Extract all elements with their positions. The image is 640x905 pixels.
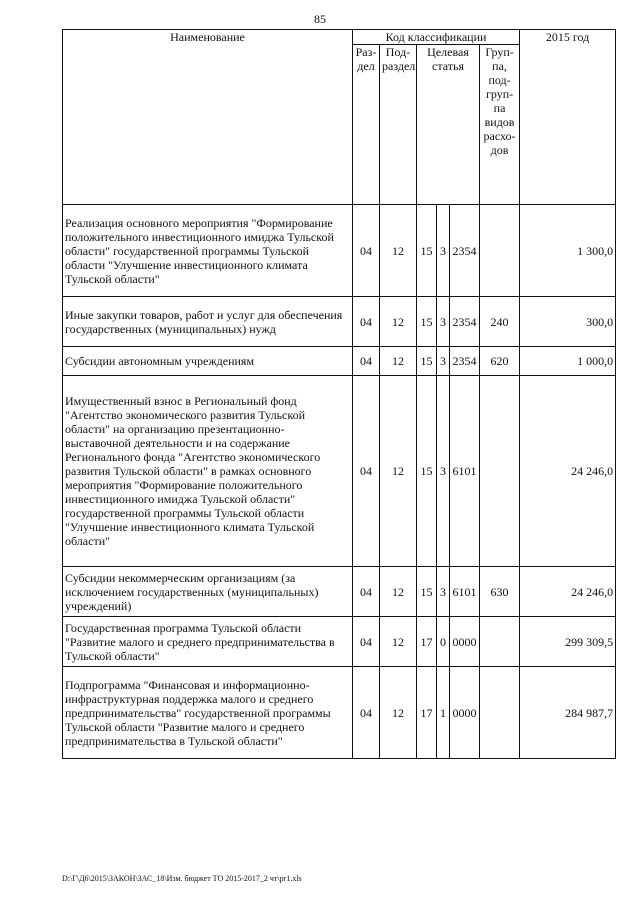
row-subsection: 12 bbox=[380, 376, 417, 567]
row-target-part1: 15 bbox=[417, 205, 437, 297]
budget-table bbox=[62, 29, 616, 759]
row-amount: 299 309,5 bbox=[520, 617, 616, 667]
row-section: 04 bbox=[353, 376, 380, 567]
row-amount: 284 987,7 bbox=[520, 667, 616, 759]
row-target-part1: 15 bbox=[417, 297, 437, 347]
row-name: Субсидии некоммерческим организациям (за исключением государственных (муниципальных) учреждений) bbox=[63, 567, 353, 617]
row-subsection: 12 bbox=[380, 297, 417, 347]
row-target-part3: 2354 bbox=[450, 297, 480, 347]
header-row-top bbox=[63, 30, 616, 45]
row-expense-group bbox=[480, 376, 520, 567]
row-target-part1: 15 bbox=[417, 376, 437, 567]
row-expense-group: 630 bbox=[480, 567, 520, 617]
col-subsection-header: Под- раздел bbox=[380, 45, 417, 205]
row-subsection: 12 bbox=[380, 567, 417, 617]
row-name: Подпрограмма "Финансовая и информационно-инфраструктурная поддержка малого и среднего предпринимательства" государственной программы Тульской области "Развитие малого и среднего предпринимательства в Тульской области" bbox=[63, 667, 353, 759]
row-target-part3: 0000 bbox=[450, 617, 480, 667]
row-target-part2: 0 bbox=[437, 617, 450, 667]
row-amount: 1 000,0 bbox=[520, 347, 616, 376]
row-target-part2: 3 bbox=[437, 347, 450, 376]
table-row bbox=[63, 617, 616, 667]
row-target-part3: 6101 bbox=[450, 376, 480, 567]
row-section: 04 bbox=[353, 617, 380, 667]
col-name-header: Наименование bbox=[63, 30, 353, 205]
row-amount: 24 246,0 bbox=[520, 567, 616, 617]
row-section: 04 bbox=[353, 347, 380, 376]
page-number: 85 bbox=[314, 12, 326, 26]
row-target-part3: 0000 bbox=[450, 667, 480, 759]
row-subsection: 12 bbox=[380, 667, 417, 759]
row-expense-group: 620 bbox=[480, 347, 520, 376]
table-row bbox=[63, 347, 616, 376]
col-section-header: Раз- дел bbox=[353, 45, 380, 205]
table-row bbox=[63, 297, 616, 347]
row-subsection: 12 bbox=[380, 347, 417, 376]
file-path-footer: D:\Г\Д6\2015\ЗАКОН\ЗАС_18\Изм. бюджет ТО 2015-2017_2 чт\pr1.xls bbox=[62, 874, 302, 883]
row-target-part1: 15 bbox=[417, 567, 437, 617]
col-expense-group-header: Груп- па, под- груп- па видов расхо- дов bbox=[480, 45, 520, 205]
row-target-part2: 3 bbox=[437, 297, 450, 347]
table-row bbox=[63, 205, 616, 297]
row-expense-group bbox=[480, 617, 520, 667]
row-subsection: 12 bbox=[380, 205, 417, 297]
row-target-part1: 17 bbox=[417, 667, 437, 759]
row-subsection: 12 bbox=[380, 617, 417, 667]
row-section: 04 bbox=[353, 205, 380, 297]
col-code-group-header: Код классификации bbox=[353, 30, 520, 45]
row-expense-group: 240 bbox=[480, 297, 520, 347]
row-target-part3: 2354 bbox=[450, 347, 480, 376]
table-row bbox=[63, 667, 616, 759]
row-amount: 1 300,0 bbox=[520, 205, 616, 297]
row-name: Имущественный взнос в Региональный фонд "Агентство экономического развития Тульской области" на организацию презентационно-выставочной деятельности и на содержание Регионального фонда "Агентство экономического развития Тульской области" в рамках основного мероприятия "Формирование положительного инвестиционного имиджа Тульской области" государственной программы Тульской области "Улучшение инвестиционного климата Тульской области" bbox=[63, 376, 353, 567]
row-name: Государственная программа Тульской области "Развитие малого и среднего предпринимательства в Тульской области" bbox=[63, 617, 353, 667]
row-section: 04 bbox=[353, 567, 380, 617]
row-target-part3: 6101 bbox=[450, 567, 480, 617]
row-expense-group bbox=[480, 667, 520, 759]
col-year-header: 2015 год bbox=[520, 30, 616, 205]
table-row bbox=[63, 376, 616, 567]
row-section: 04 bbox=[353, 667, 380, 759]
row-target-part1: 15 bbox=[417, 347, 437, 376]
col-target-article-header: Целевая статья bbox=[417, 45, 480, 205]
row-target-part2: 1 bbox=[437, 667, 450, 759]
row-name: Иные закупки товаров, работ и услуг для обеспечения государственных (муниципальных) нужд bbox=[63, 297, 353, 347]
row-target-part3: 2354 bbox=[450, 205, 480, 297]
row-amount: 300,0 bbox=[520, 297, 616, 347]
row-expense-group bbox=[480, 205, 520, 297]
row-name: Субсидии автономным учреждениям bbox=[63, 347, 353, 376]
row-target-part2: 3 bbox=[437, 567, 450, 617]
row-target-part1: 17 bbox=[417, 617, 437, 667]
row-target-part2: 3 bbox=[437, 376, 450, 567]
row-section: 04 bbox=[353, 297, 380, 347]
row-target-part2: 3 bbox=[437, 205, 450, 297]
table-row bbox=[63, 567, 616, 617]
row-amount: 24 246,0 bbox=[520, 376, 616, 567]
row-name: Реализация основного мероприятия "Формирование положительного инвестиционного имиджа Тульской области" государственной программы Тульской области "Улучшение инвестиционного климата Тульской области" bbox=[63, 205, 353, 297]
